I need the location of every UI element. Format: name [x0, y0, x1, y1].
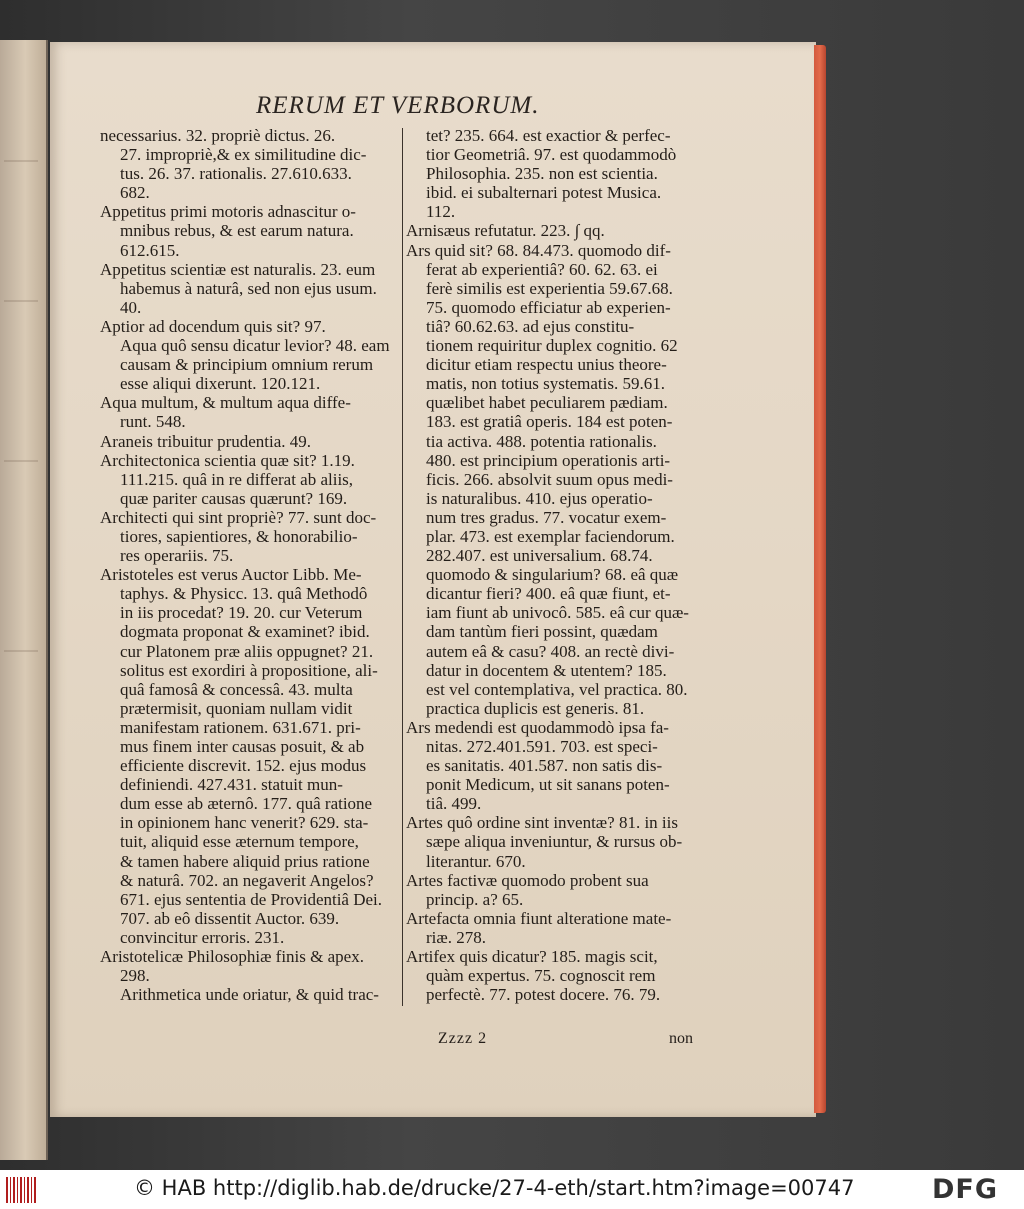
index-line: habemus à naturâ, sed non ejus usum. — [120, 278, 377, 298]
index-line: causam & principium omnium rerum — [120, 355, 374, 375]
index-line: Araneis tribuitur prudentia. 49. — [100, 431, 312, 451]
index-line: convincitur erroris. 231. — [120, 927, 285, 947]
index-line: 112. — [426, 202, 456, 222]
index-line: & naturâ. 702. an negaverit Angelos? — [120, 870, 374, 890]
index-line: princip. a? 65. — [426, 889, 524, 909]
index-line: quàm expertus. 75. cognoscit rem — [426, 966, 656, 986]
index-line: Architecti qui sint propriè? 77. sunt doc- — [100, 507, 377, 527]
index-line: tus. 26. 37. rationalis. 27.610.633. — [120, 164, 352, 184]
index-line: dogmata proponat & examinet? ibid. — [120, 622, 370, 642]
index-line: Ars quid sit? 68. 84.473. quomodo dif- — [406, 240, 671, 260]
index-line: Appetitus scientiæ est naturalis. 23. eum — [100, 259, 376, 279]
index-line: prætermisit, quoniam nullam vidit — [120, 698, 353, 718]
index-line: res operariis. 75. — [120, 546, 234, 566]
index-line: 480. est principium operationis arti- — [426, 450, 671, 470]
signature-mark: Zzzz 2 — [438, 1030, 488, 1047]
index-line: is naturalibus. 410. ejus operatio- — [426, 488, 653, 508]
index-line: quælibet habet peculiarem pædiam. — [426, 393, 668, 413]
left-page-edge — [0, 40, 48, 1160]
index-line: autem eâ & casu? 408. an rectè divi- — [426, 641, 675, 661]
credit-link[interactable]: © HAB http://diglib.hab.de/drucke/27-4-eth/start.htm?image=00747 — [134, 1176, 855, 1200]
index-line: tia activa. 488. potentia rationalis. — [426, 431, 657, 451]
index-line: est vel contemplativa, vel practica. 80. — [426, 679, 688, 699]
index-line: 282.407. est universalium. 68.74. — [426, 546, 653, 566]
index-line: mus finem inter causas posuit, & ab — [120, 737, 365, 756]
index-line: necessarius. 32. propriè dictus. 26. — [100, 126, 336, 145]
index-line: datur in docentem & utentem? 185. — [426, 660, 667, 680]
index-line: Artes quô ordine sint inventæ? 81. in iis — [406, 813, 678, 833]
index-line: in iis procedat? 19. 20. cur Veterum — [120, 603, 363, 623]
credit-bar — [0, 1170, 1024, 1209]
index-line: practica duplicis est generis. 81. — [426, 698, 645, 718]
index-line: riæ. 278. — [426, 927, 486, 947]
index-line: tiâ? 60.62.63. ad ejus constitu- — [426, 316, 635, 336]
index-line: nitas. 272.401.591. 703. est speci- — [426, 737, 658, 756]
index-line: tionem requiritur duplex cognitio. 62 — [426, 336, 678, 356]
index-line: matis, non totius systematis. 59.61. — [426, 374, 665, 394]
index-line: Aristotelicæ Philosophiæ finis & apex. — [100, 947, 364, 967]
index-line: 111.215. quâ in re differat ab aliis, — [120, 469, 354, 489]
running-header: RERUM ET VERBORUM. — [256, 92, 540, 119]
index-line: quæ pariter causas quærunt? 169. — [120, 488, 348, 508]
index-line: sæpe aliqua inveniuntur, & rursus ob- — [426, 832, 683, 852]
index-line: quomodo & singularium? 68. eâ quæ — [426, 565, 679, 585]
index-line: 612.615. — [120, 240, 180, 260]
index-line: & tamen habere aliquid prius ratione — [120, 851, 370, 871]
index-line: quâ famosâ & concessâ. 43. multa — [120, 679, 353, 699]
index-line: Artifex quis dicatur? 185. magis scit, — [406, 947, 658, 967]
index-line: tiores, sapientiores, & honorabilio- — [120, 526, 358, 546]
index-line: Ars medendi est quodammodò ipsa fa- — [406, 717, 669, 737]
index-line: ferat ab experientiâ? 60. 62. 63. ei — [426, 259, 658, 279]
index-line: 298. — [120, 966, 150, 986]
index-line: Philosophia. 235. non est scientia. — [426, 164, 658, 184]
index-line: dum esse ab æternô. 177. quâ ratione — [120, 794, 373, 814]
index-column-left — [100, 126, 400, 1004]
index-line: dicantur fieri? 400. eâ quæ fiunt, et- — [426, 584, 671, 604]
index-line: Arnisæus refutatur. 223. ∫ qq. — [406, 221, 605, 241]
index-line: tuit, aliquid esse æternum tempore, — [120, 832, 359, 852]
index-line: esse aliqui dixerunt. 120.121. — [120, 374, 321, 394]
index-line: ibid. ei subalternari potest Musica. — [426, 183, 662, 203]
index-line: Appetitus primi motoris adnascitur o- — [100, 202, 356, 222]
index-line: 682. — [120, 183, 150, 203]
index-line: 671. ejus sententia de Providentiâ Dei. — [120, 889, 383, 909]
index-line: Aqua quô sensu dicatur levior? 48. eam — [120, 336, 390, 356]
catchword: non — [669, 1030, 693, 1047]
index-line: es sanitatis. 401.587. non satis dis- — [426, 756, 663, 776]
index-line: 75. quomodo efficiatur ab experien- — [426, 297, 671, 317]
index-line: cur Platonem præ aliis oppugnet? 21. — [120, 641, 374, 661]
index-line: Artefacta omnia fiunt alteratione mate- — [406, 908, 672, 928]
index-line: solitus est exordiri à propositione, ali- — [120, 660, 378, 680]
index-line: Aristoteles est verus Auctor Libb. Me- — [100, 565, 362, 585]
index-line: runt. 548. — [120, 412, 186, 432]
index-line: ponit Medicum, ut sit sanans poten- — [426, 775, 670, 795]
index-line: literantur. 670. — [426, 851, 526, 871]
index-line: tior Geometriâ. 97. est quodammodò — [426, 145, 677, 165]
index-line: 40. — [120, 297, 142, 317]
index-line: tet? 235. 664. est exactior & perfec- — [426, 126, 671, 145]
index-line: efficiente discrevit. 152. ejus modus — [120, 756, 367, 776]
index-line: in opinionem hanc venerit? 629. sta- — [120, 813, 369, 833]
index-line: plar. 473. est exemplar faciendorum. — [426, 526, 675, 546]
index-column-right — [406, 126, 708, 1004]
index-line: Artes factivæ quomodo probent sua — [406, 870, 649, 890]
index-line: Architectonica scientia quæ sit? 1.19. — [100, 450, 355, 470]
index-line: Aptior ad docendum quis sit? 97. — [100, 316, 326, 336]
index-line: dicitur etiam respectu unius theore- — [426, 355, 667, 375]
index-line: iam fiunt ab univocô. 585. eâ cur quæ- — [426, 603, 689, 623]
dfg-logo: DFG — [932, 1174, 999, 1205]
index-line: dam tantùm fieri possint, quædam — [426, 622, 658, 642]
index-line: taphys. & Physicc. 13. quâ Methodô — [120, 584, 368, 604]
column-divider — [402, 128, 403, 1006]
red-page-edge — [814, 45, 826, 1113]
index-line: num tres gradus. 77. vocatur exem- — [426, 507, 667, 527]
index-line: Arithmetica unde oriatur, & quid trac- — [120, 985, 379, 1005]
index-line: definiendi. 427.431. statuit mun- — [120, 775, 343, 795]
index-line: perfectè. 77. potest docere. 76. 79. — [426, 985, 661, 1005]
index-line: 707. ab eô dissentit Auctor. 639. — [120, 908, 340, 928]
index-line: mnibus rebus, & est earum natura. — [120, 221, 354, 241]
index-line: 27. impropriè,& ex similitudine dic- — [120, 145, 367, 165]
index-line: 183. est gratiâ operis. 184 est poten- — [426, 412, 673, 432]
index-line: ferè similis est experientia 59.67.68. — [426, 278, 673, 298]
index-line: manifestam rationem. 631.671. pri- — [120, 717, 361, 737]
barcode-icon — [6, 1177, 36, 1203]
index-line: tiâ. 499. — [426, 794, 482, 814]
index-line: Aqua multum, & multum aqua diffe- — [100, 393, 351, 413]
index-line: ficis. 266. absolvit suum opus medi- — [426, 469, 673, 489]
